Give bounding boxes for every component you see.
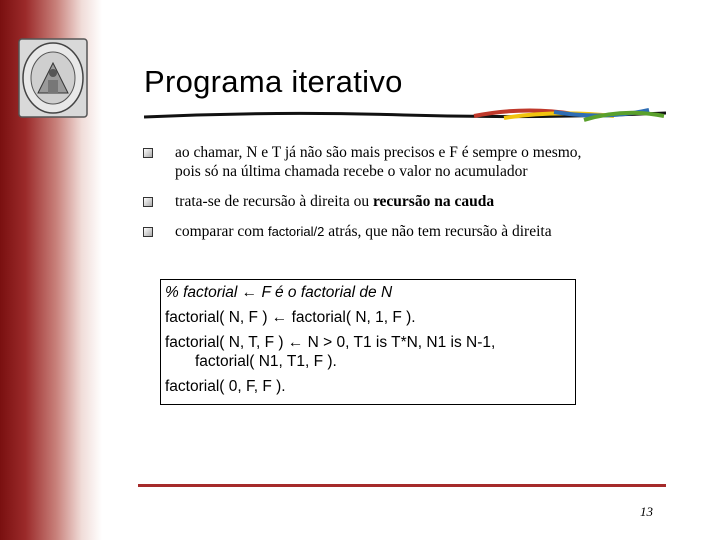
bullet-item-1 <box>140 143 715 181</box>
bullet-item-3 <box>140 222 715 241</box>
bullet-3-text-after: atrás, que não tem recursão à direita <box>324 223 552 240</box>
square-bullet-icon <box>143 148 153 158</box>
title-underline-brush <box>144 104 666 124</box>
bullet-3-code-ref: factorial/2 <box>267 224 325 239</box>
bullet-3-text-before: comparar com <box>175 223 268 240</box>
square-bullet-icon <box>143 197 153 207</box>
code-line-1: factorial( N, F ) ← factorial( N, 1, F ). <box>165 309 416 326</box>
bullet-1-line-2: pois só na última chamada recebe o valor no acumulador <box>175 163 528 180</box>
bullet-item-2 <box>140 192 715 211</box>
code-line-2a: factorial( N, T, F ) ← N > 0, T1 is T*N, N1 is N-1, <box>165 334 496 351</box>
bullet-1-line-1: ao chamar, N e T já não são mais precisos e F é sempre o mesmo, <box>175 144 582 161</box>
university-seal-icon <box>18 38 88 118</box>
bullet-2-bold-term: recursão na cauda <box>372 193 495 210</box>
slide-title: Programa iterativo <box>144 64 403 99</box>
square-bullet-icon <box>143 227 153 237</box>
code-line-2b: factorial( N1, T1, F ). <box>195 353 337 370</box>
bullet-2-text: trata-se de recursão à direita ou <box>175 193 373 210</box>
footer-divider <box>138 484 666 487</box>
code-comment: % factorial ← F é o factorial de N <box>165 284 393 301</box>
code-box <box>160 279 576 405</box>
page-number: 13 <box>640 504 653 519</box>
code-line-3: factorial( 0, F, F ). <box>165 378 286 395</box>
